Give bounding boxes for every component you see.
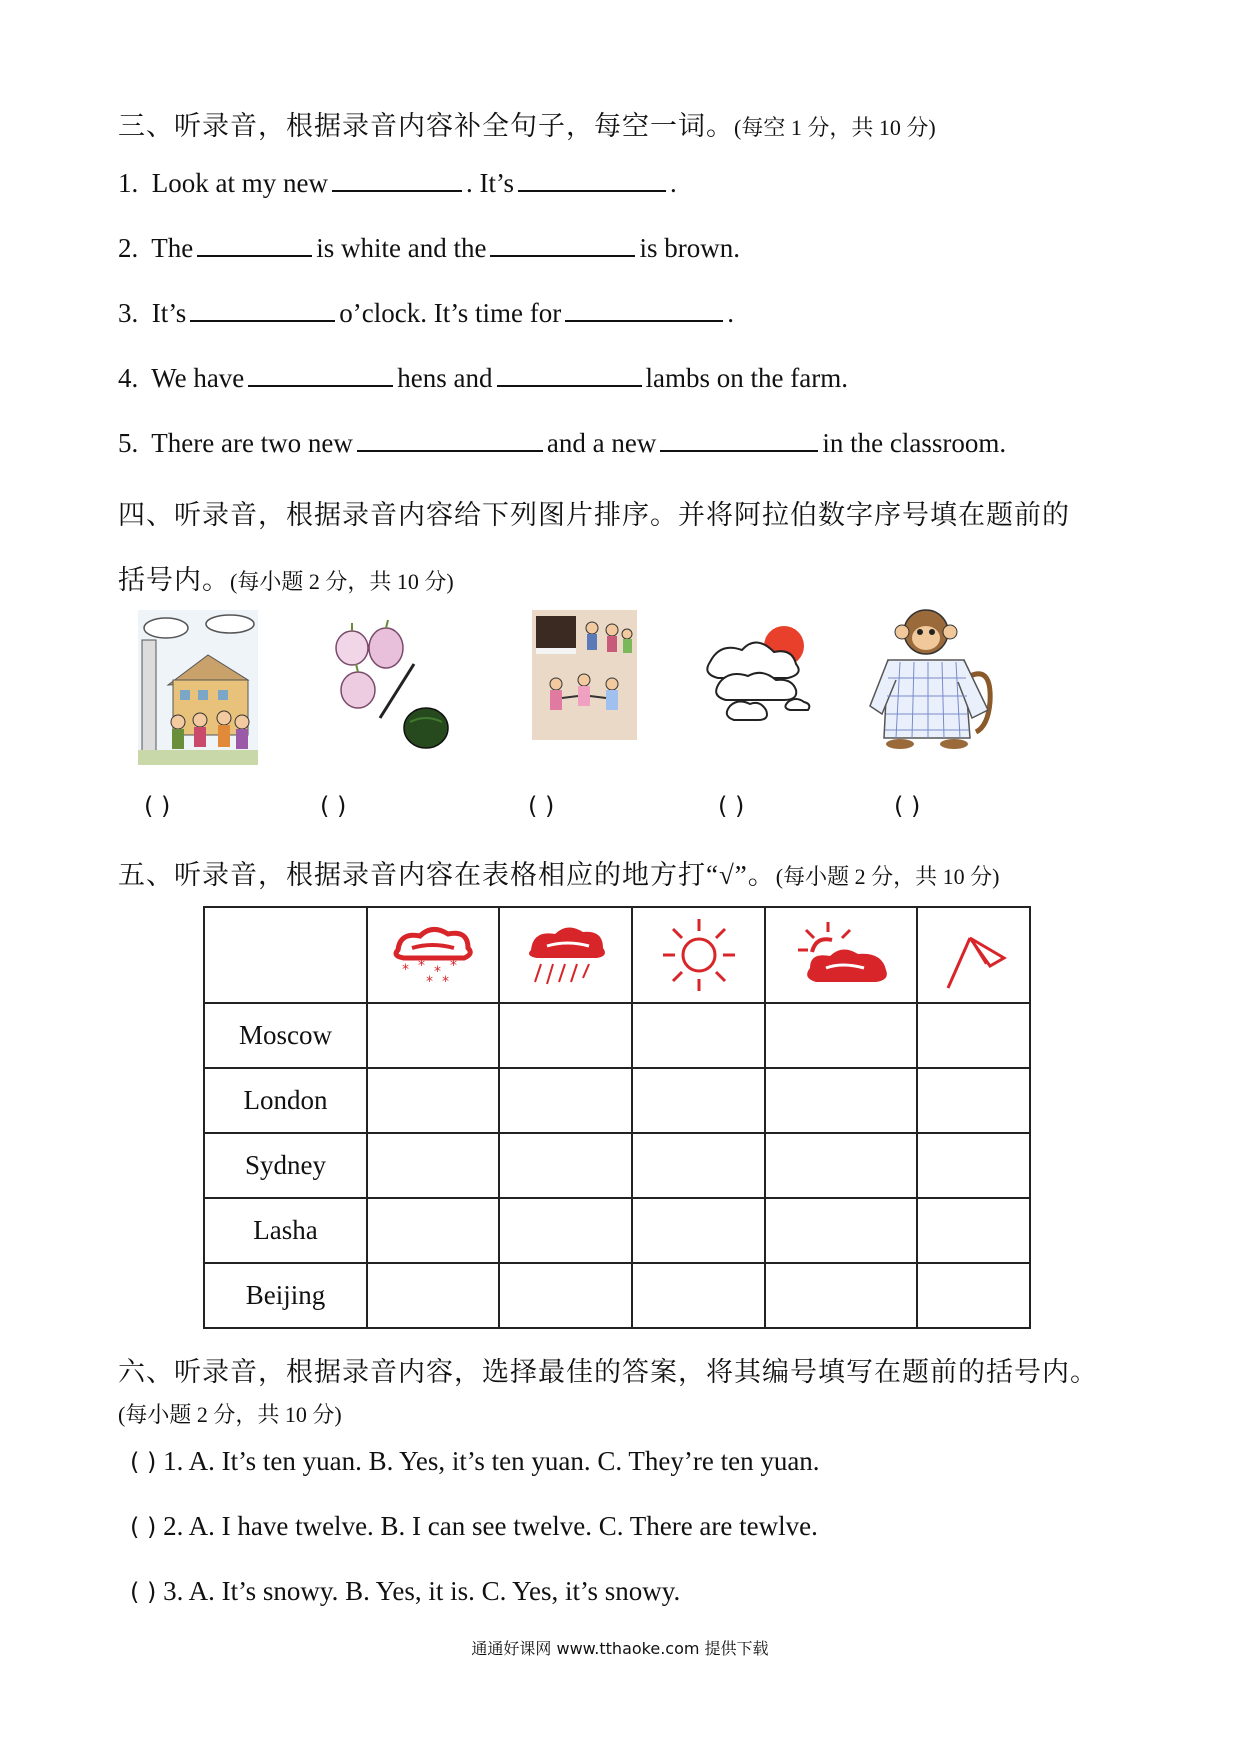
- picture-kids-dancing: [532, 610, 637, 740]
- answer-paren[interactable]: ( ): [130, 1578, 157, 1606]
- check-cell[interactable]: [917, 1068, 1030, 1133]
- table-row: [204, 1003, 1030, 1068]
- sunny-icon: [657, 915, 741, 995]
- section-4-heading-line1: 四、听录音，根据录音内容给下列图片排序。并将阿拉伯数字序号填在题前的: [118, 500, 1070, 530]
- s3-item-2: 2. The is white and the is brown.: [118, 233, 740, 263]
- answer-blank[interactable]: [565, 298, 723, 322]
- section-3-heading: 三、听录音，根据录音内容补全句子，每空一词。(每空 1 分，共 10 分): [118, 111, 936, 141]
- svg-text:*: *: [450, 958, 457, 974]
- answer-blank[interactable]: [490, 233, 635, 257]
- answer-blank[interactable]: [660, 428, 818, 452]
- check-cell[interactable]: [632, 1003, 765, 1068]
- picture-onions-watermelon: [328, 618, 458, 753]
- section-6-heading: 六、听录音，根据录音内容，选择最佳的答案，将其编号填写在题前的括号内。: [118, 1357, 1098, 1387]
- check-cell[interactable]: [917, 1133, 1030, 1198]
- check-cell[interactable]: [917, 1263, 1030, 1328]
- answer-blank[interactable]: [497, 363, 642, 387]
- order-paren-2[interactable]: ( ): [320, 792, 347, 820]
- check-cell[interactable]: [499, 1068, 632, 1133]
- header-rainy: [499, 907, 632, 1003]
- section-5-heading: 五、听录音，根据录音内容在表格相应的地方打“√”。(每小题 2 分，共 10 分): [118, 860, 1000, 890]
- city-label: Beijing: [204, 1263, 367, 1328]
- windy-flag-icon: [934, 918, 1014, 992]
- picture-monkey-pajamas: [866, 606, 1001, 751]
- answer-blank[interactable]: [190, 298, 335, 322]
- answer-blank[interactable]: [197, 233, 312, 257]
- check-cell[interactable]: [367, 1068, 499, 1133]
- s3-item-1: 1. Look at my new . It’s .: [118, 168, 677, 198]
- s3-item-3: 3. It’s o’clock. It’s time for .: [118, 298, 734, 328]
- picture-school-scene: [138, 610, 258, 765]
- check-cell[interactable]: [765, 1263, 917, 1328]
- rainy-icon: [521, 920, 611, 990]
- order-paren-4[interactable]: ( ): [718, 792, 745, 820]
- table-header-row: [204, 907, 1030, 1003]
- check-cell[interactable]: [765, 1003, 917, 1068]
- s6-item-3: ( ) 3. A. It’s snowy. B. Yes, it is. C. Yes, it’s snowy.: [130, 1576, 681, 1606]
- city-label: Sydney: [204, 1133, 367, 1198]
- table-row: [204, 1198, 1030, 1263]
- s3-item-5: 5. There are two new and a new in the classroom.: [118, 428, 1007, 458]
- answer-paren[interactable]: ( ): [130, 1448, 157, 1476]
- svg-text:*: *: [442, 974, 449, 990]
- header-snowy: [367, 907, 499, 1003]
- order-paren-3[interactable]: ( ): [528, 792, 555, 820]
- order-paren-5[interactable]: ( ): [894, 792, 921, 820]
- check-cell[interactable]: [367, 1263, 499, 1328]
- check-cell[interactable]: [499, 1003, 632, 1068]
- table-row: [204, 1133, 1030, 1198]
- answer-paren[interactable]: ( ): [130, 1513, 157, 1541]
- s3-item-4: 4. We have hens and lambs on the farm.: [118, 363, 848, 393]
- city-label: Moscow: [204, 1003, 367, 1068]
- check-cell[interactable]: [765, 1133, 917, 1198]
- check-cell[interactable]: [765, 1198, 917, 1263]
- check-cell[interactable]: [367, 1133, 499, 1198]
- city-label: Lasha: [204, 1198, 367, 1263]
- check-cell[interactable]: [632, 1068, 765, 1133]
- check-cell[interactable]: [499, 1198, 632, 1263]
- check-cell[interactable]: [367, 1003, 499, 1068]
- check-cell[interactable]: [632, 1133, 765, 1198]
- check-cell[interactable]: [917, 1003, 1030, 1068]
- picture-sun-clouds: [700, 612, 822, 737]
- check-cell[interactable]: [367, 1198, 499, 1263]
- svg-text:*: *: [434, 964, 441, 980]
- check-cell[interactable]: [765, 1068, 917, 1133]
- answer-blank[interactable]: [357, 428, 543, 452]
- header-windy: [917, 907, 1030, 1003]
- snowy-icon: [388, 920, 478, 990]
- answer-blank[interactable]: [518, 168, 666, 192]
- check-cell[interactable]: [632, 1198, 765, 1263]
- answer-blank[interactable]: [248, 363, 393, 387]
- blank-corner-cell: [204, 907, 367, 1003]
- header-sunny: [632, 907, 765, 1003]
- cloudy-icon: [786, 918, 896, 992]
- city-label: London: [204, 1068, 367, 1133]
- section-6-note: (每小题 2 分，共 10 分): [118, 1402, 342, 1427]
- table-row: [204, 1068, 1030, 1133]
- section-4-heading-line2: 括号内。(每小题 2 分，共 10 分): [118, 565, 454, 595]
- table-row: [204, 1263, 1030, 1328]
- check-cell[interactable]: [917, 1198, 1030, 1263]
- order-paren-1[interactable]: ( ): [144, 792, 171, 820]
- footer-credit: 通通好课网 www.tthaoke.com 提供下载: [471, 1639, 769, 1658]
- s6-item-2: ( ) 2. A. I have twelve. B. I can see twelve. C. There are tewlve.: [130, 1511, 818, 1541]
- check-cell[interactable]: [499, 1263, 632, 1328]
- answer-blank[interactable]: [332, 168, 462, 192]
- s6-item-1: ( ) 1. A. It’s ten yuan. B. Yes, it’s ten yuan. C. They’re ten yuan.: [130, 1446, 820, 1476]
- check-cell[interactable]: [499, 1133, 632, 1198]
- weather-table: [203, 906, 1031, 1329]
- check-cell[interactable]: [632, 1263, 765, 1328]
- svg-text:*: *: [418, 958, 425, 974]
- svg-text:*: *: [402, 962, 409, 978]
- header-cloudy: [765, 907, 917, 1003]
- svg-text:*: *: [426, 974, 433, 990]
